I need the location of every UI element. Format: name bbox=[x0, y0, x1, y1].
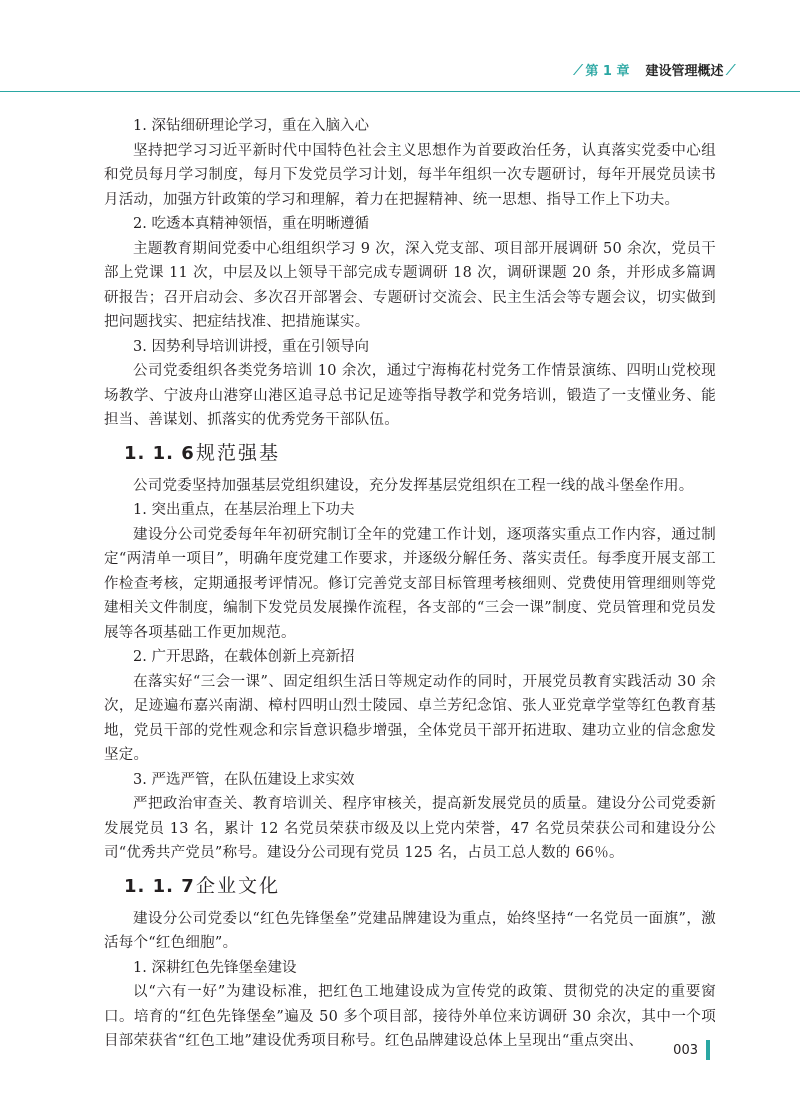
list-item-heading: 3. 因势利导培训讲授，重在引领导向 bbox=[133, 338, 369, 355]
paragraph: 坚持把学习习近平新时代中国特色社会主义思想作为首要政治任务，认真落实党委中心组和党员每月学习制度，每月下发党员学习计划，每半年组织一次专题研讨，每年开展党员读书月活动，加强方针政策的学习和理解，着力在把握精神、统一思想、指导工作上下功夫。 bbox=[104, 142, 716, 208]
section-heading bbox=[104, 866, 716, 907]
section-number: 1. 1. 7 bbox=[124, 875, 195, 897]
chapter-number: 第 1 章 bbox=[585, 64, 630, 79]
header-slash-right: ⁄ bbox=[729, 60, 732, 79]
list-item-heading: 1. 深耕红色先锋堡垒建设 bbox=[133, 959, 297, 976]
list-item-heading: 1. 突出重点，在基层治理上下功夫 bbox=[133, 502, 355, 518]
page-number-bar bbox=[706, 1040, 710, 1060]
paragraph: 建设分公司党委每年年初研究制订全年的党建工作计划，逐项落实重点工作内容，通过制定“两清单一项目”，明确年度党建工作要求，并逐级分解任务、落实责任。每季度开展支部工作检查考核，定期通报考评情况。修订完善党支部目标管理考核细则、党费使用管理细则等党建相关文件制度，编制下发党员发展操作流程，各支部的“三会一课”制度、党员管理和党员发展等各项基础工作更加规范。 bbox=[104, 526, 716, 641]
chapter-title: 建设管理概述 bbox=[645, 64, 724, 79]
list-item-heading: 2. 吃透本真精神领悟，重在明晰遵循 bbox=[133, 216, 369, 232]
paragraph: 主题教育期间党委中心组组织学习 9 次，深入党支部、项目部开展调研 50 余次，党员干部上党课 11 次，中层及以上领导干部完成专题调研 18 次，调研课题 20 条，并形成多篇调研报告；召开启动会、多次召开部署会、专题研讨交流会、民主生活会等专题会议，切实做到把问题找实、把症结找准、把措施谋实。 bbox=[104, 240, 716, 330]
paragraph: 公司党委坚持加强基层党组织建设，充分发挥基层党组织在工程一线的战斗堡垒作用。 bbox=[133, 477, 694, 494]
paragraph: 建设分公司党委以“红色先锋堡垒”党建品牌建设为重点，始终坚持“一名党员一面旗”，激活每个“红色细胞”。 bbox=[104, 910, 716, 951]
section-heading bbox=[104, 433, 716, 474]
page-body bbox=[104, 114, 716, 1054]
paragraph: 以“六有一好”为建设标准，把红色工地建设成为宣传党的政策、贯彻党的决定的重要窗口。培育的“红色先锋堡垒”遍及 50 多个项目部，接待外单位来访调研 30 余次，其中一个项目部荣获省“红色工地”建设优秀项目称号。红色品牌建设总体上呈现出“重点突出、 bbox=[104, 984, 716, 1049]
paragraph: 严把政治审查关、教育培训关、程序审核关，提高新发展党员的质量。建设分公司党委新发展党员 13 名，累计 12 名党员荣获市级及以上党内荣誉，47 名党员荣获公司和建设分公司“优秀共产党员”称号。建设分公司现有党员 125 名，占员工总人数的 66％。 bbox=[104, 796, 716, 861]
page-footer bbox=[673, 1040, 710, 1060]
section-title: 规范强基 bbox=[196, 441, 281, 464]
section-title: 企业文化 bbox=[196, 874, 281, 897]
header-slash-left: ⁄ bbox=[576, 60, 580, 79]
paragraph: 在落实好“三会一课”、固定组织生活日等规定动作的同时，开展党员教育实践活动 30 余次，足迹遍布嘉兴南湖、樟村四明山烈士陵园、卓兰芳纪念馆、张人亚党章学堂等红色教育基地，党员干部的党性观念和宗旨意识稳步增强，全体党员干部开拓进取、建功立业的信念愈发坚定。 bbox=[104, 673, 716, 763]
page-number: 003 bbox=[673, 1042, 698, 1058]
section-number: 1. 1. 6 bbox=[124, 442, 195, 464]
paragraph: 公司党委组织各类党务培训 10 余次，通过宁海梅花村党务工作情景演练、四明山党校现场教学、宁波舟山港穿山港区追寻总书记足迹等指导教学和党务培训，锻造了一支懂业务、能担当、善谋划、抓落实的优秀党务干部队伍。 bbox=[104, 363, 716, 428]
list-item-heading: 2. 广开思路，在载体创新上亮新招 bbox=[133, 649, 355, 665]
header-rule bbox=[0, 91, 800, 92]
list-item-heading: 3. 严选严管，在队伍建设上求实效 bbox=[133, 771, 355, 788]
running-header bbox=[577, 60, 732, 79]
list-item-heading: 1. 深钻细研理论学习，重在入脑入心 bbox=[133, 118, 369, 134]
